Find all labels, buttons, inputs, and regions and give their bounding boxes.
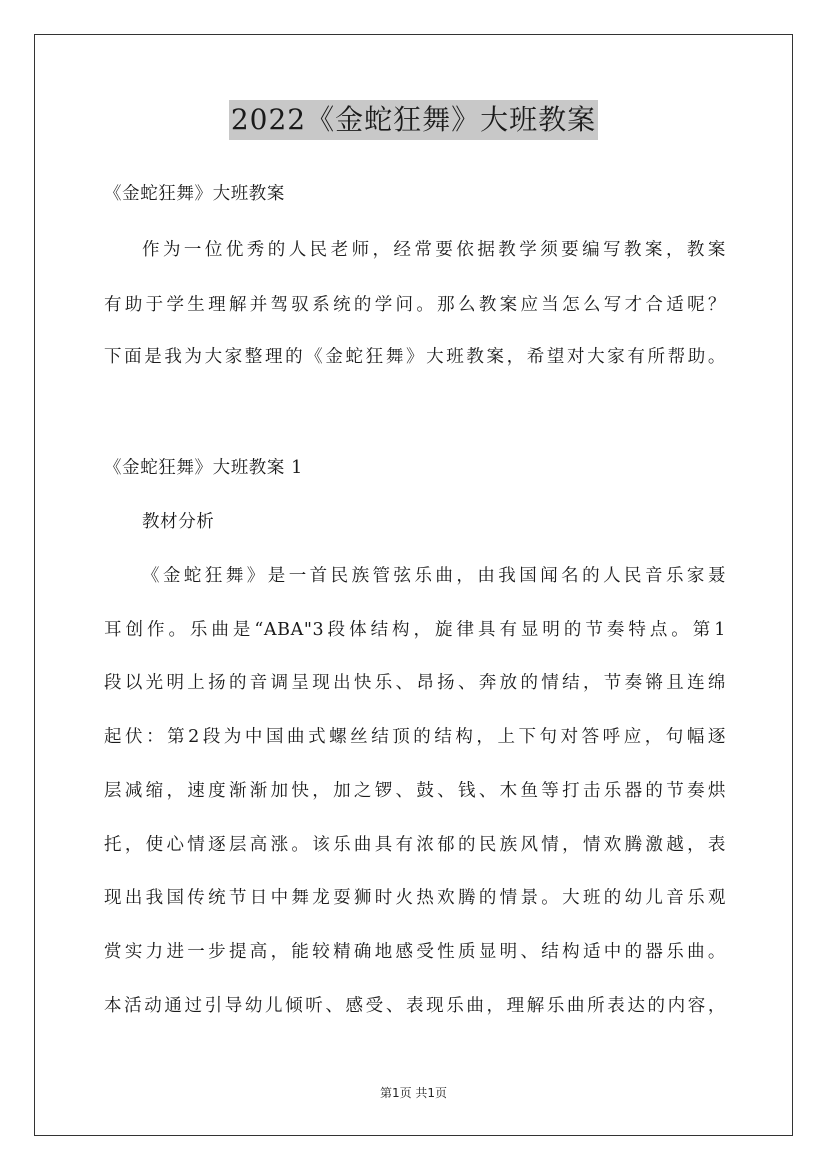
body-line-9: 本活动通过引导幼儿倾听、感受、表现乐曲，理解乐曲所表达的内容，: [104, 996, 726, 1016]
section1-subheading: 教材分析: [142, 512, 215, 532]
page-footer: 第1页 共1页: [379, 1086, 448, 1100]
section1-heading: 《金蛇狂舞》大班教案 1: [104, 458, 303, 478]
body-line-6: 托，使心情逐层高涨。该乐曲具有浓郁的民族风情，情欢腾激越，表: [104, 835, 726, 855]
body-line-1: 《金蛇狂舞》是一首民族管弦乐曲，由我国闻名的人民音乐家聂: [142, 566, 726, 586]
body-line-4: 起伏：第2段为中国曲式螺丝结顶的结构，上下句对答呼应，句幅逐: [104, 727, 726, 747]
intro-line-2: 有助于学生理解并驾驭系统的学问。那么教案应当怎么写才合适呢？: [104, 295, 726, 315]
intro-line-3: 下面是我为大家整理的《金蛇狂舞》大班教案，希望对大家有所帮助。: [104, 347, 726, 367]
document-subtitle: 《金蛇狂舞》大班教案: [104, 184, 285, 204]
body-line-7: 现出我国传统节日中舞龙耍狮时火热欢腾的情景。大班的幼儿音乐观: [104, 888, 726, 908]
document-title: 2022《金蛇狂舞》大班教案: [229, 100, 598, 140]
title-container: [0, 100, 827, 140]
intro-line-1: 作为一位优秀的人民老师，经常要依据教学须要编写教案，教案: [142, 240, 726, 260]
body-line-5: 层减缩，速度渐渐加快，加之锣、鼓、钱、木鱼等打击乐器的节奏烘: [104, 781, 726, 801]
body-line-3: 段以光明上扬的音调呈现出快乐、昂扬、奔放的情结，节奏锵且连绵: [104, 673, 726, 693]
body-line-2: 耳创作。乐曲是“ABA"3段体结构，旋律具有显明的节奏特点。第1: [104, 620, 726, 640]
body-line-8: 赏实力进一步提高，能较精确地感受性质显明、结构适中的器乐曲。: [104, 942, 726, 962]
